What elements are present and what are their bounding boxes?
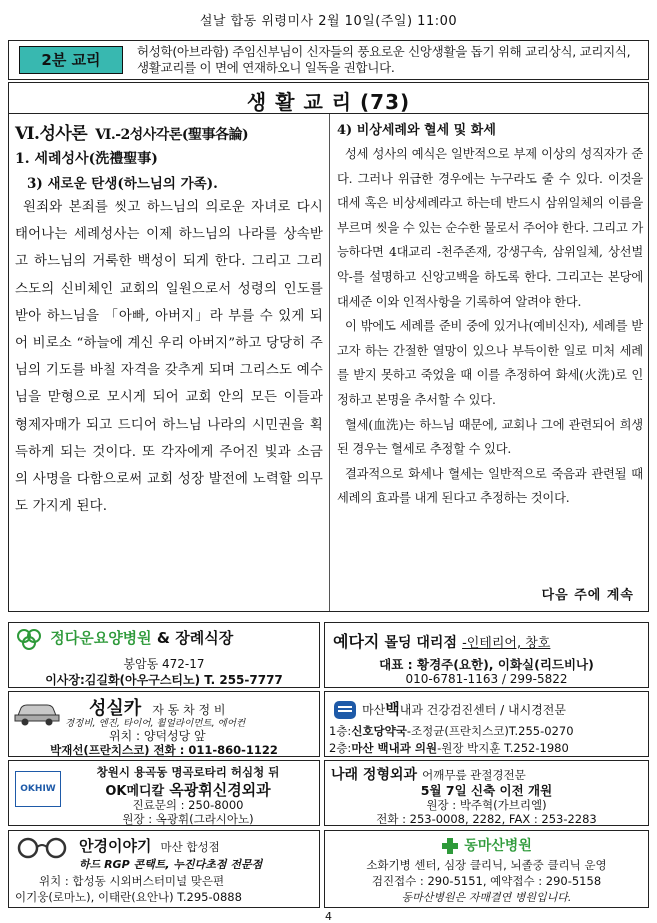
ad-dongmasan-hospital (324, 830, 649, 908)
clover-logo-icon (15, 628, 45, 650)
ad-ok-medical (8, 760, 320, 826)
ad-partner-note: 동마산병원은 자매결연 병원입니다. (401, 891, 572, 904)
ad-contact: 이기웅(로마노), 이태란(요안나) T.295-0888 (15, 890, 242, 904)
ad-sungsil-car (8, 691, 320, 757)
ad-tagline: 어깨무릎 관절경전문 (422, 768, 526, 782)
intro-text: 허성학(아브라함) 주임신부님이 신자들의 풍요로운 신앙생활을 돕기 위해 교리상식, 교리지식, 생활교리를 이 면에 연재하오니 일독을 권합니다. (137, 44, 631, 75)
subheading-emergency-baptism: 4) 비상세례와 혈세 및 화세 (337, 123, 496, 138)
floor-2-label: 2층: (329, 741, 352, 755)
ad-yedaji (324, 622, 649, 688)
ad-phone: 전화 : 253-0008, 2282, FAX : 253-2283 (376, 812, 597, 826)
ad-name-2: 몰딩 대리점 (384, 635, 457, 651)
ad-name: 성실카 (89, 698, 142, 719)
ad-name: 예다지 (333, 632, 380, 651)
subheading-baptism: 1. 세례성사(洗禮聖事) (15, 151, 158, 167)
intro-box (8, 40, 649, 80)
ad-services: 경정비, 엔진, 타이어, 휠얼라이먼트, 에어컨 (65, 718, 246, 729)
ad-title-row (333, 698, 566, 720)
ad-director: 원장 : 박주혁(가브리엘) (426, 798, 547, 812)
right-column (337, 119, 643, 511)
ad-title-row (79, 835, 220, 856)
section-title: Ⅵ.성사론 (15, 124, 88, 144)
ad-name: 정다운요양병원 (50, 629, 152, 647)
ad-jungdaun-hospital (8, 622, 320, 688)
page-number: 4 (325, 910, 332, 923)
ad-floor-1 (329, 723, 574, 739)
right-paragraph-2: 이 밖에도 세례를 준비 중에 있거나(예비신자), 세례를 받고자 하는 간절한 열망이 있으나 부득이한 일로 미처 세례를 받지 못하고 죽었을 때 이를 추정하여 화세(火洗)로 인정하고 본명을 추서할 수 있다. (337, 319, 643, 407)
ad-name-prefix: 마산 (362, 703, 386, 717)
article-title: 생 활 교 리 (73) (246, 90, 411, 114)
ad-services: 소화기병 센터, 심장 클리닉, 뇌졸중 클리닉 운영 (366, 858, 607, 872)
floor-1-label: 1층: (329, 724, 352, 738)
ad-ampersand: & (156, 629, 170, 647)
right-paragraph-4: 결과적으로 화세나 혈세는 일반적으로 죽음과 관련될 때 세례의 효과를 내게 된다고 추정하는 것이다. (337, 466, 643, 506)
ad-products: 하드 RGP 콘택트, 누진다초점 전문점 (79, 858, 263, 871)
ad-floor-2 (329, 740, 569, 756)
ad-name-suffix: 내과 건강검진센터 / 내시경전문 (399, 703, 566, 717)
floor-1-info: -조정균(프란치스코)T.255-0270 (406, 724, 574, 738)
ad-location: 위치 : 양덕성당 앞 (109, 729, 206, 743)
ad-glasses-story (8, 830, 320, 908)
clinic-logo-icon (333, 700, 357, 720)
floor-1-name: 신호당약국 (351, 724, 407, 738)
ad-branch: 마산 합성점 (160, 840, 220, 854)
column-divider (329, 114, 330, 611)
ad-representative: 대표 : 황경주(요한), 이화실(리드비나) (379, 657, 594, 672)
floor-2-info: -원장 박지훈 T.252-1980 (437, 741, 569, 755)
ad-name: 안경이야기 (79, 837, 152, 855)
right-paragraph-3: 혈세(血洗)는 하느님 때문에, 교회나 그에 관련되어 희생된 경우는 혈세로 추정할 수 있다. (337, 417, 643, 457)
right-paragraph-1: 성세 성사의 예식은 일반적으로 부제 이상의 성직자가 준다. 그러나 위급한 경우에는 누구라도 줄 수 있다. 이것을 대세 혹은 비상세례라고 하는데 반드시 삼위일체의 이름을 부르며 씻을 수 있는 순수한 물로서 주어야 한다. 그리고 가능하다면 4대교리 -천주존재, 강생구속, 삼위일체, 상선벌악-를 설명하고 신앙고백을 하도록 한다. 그리고는 본당에 대세준 이와 인적사항을 기록하여 알려야 한다. (337, 147, 643, 309)
section-heading (15, 119, 323, 144)
subheading-new-birth: 3) 새로운 탄생(하느님의 가족). (27, 176, 218, 192)
article-box (8, 82, 649, 612)
left-column (15, 119, 323, 520)
ad-name: 백 (385, 700, 400, 718)
ad-location: 위치 : 합성동 시외버스터미널 맞은편 (39, 874, 225, 888)
ad-type: 자 동 차 정 비 (152, 703, 226, 717)
ad-news: 5월 7일 신축 이전 개원 (420, 783, 553, 798)
ad-phones: 검진접수 : 290-5151, 예약접수 : 290-5158 (371, 874, 602, 888)
floor-2-name: 마산 백내과 의원 (351, 741, 438, 755)
ad-name-prefix: OK메디칼 (105, 784, 165, 799)
ad-title-row (333, 629, 550, 652)
ad-contact: 박재선(프란치스코) 전화 : 011-860-1122 (50, 743, 278, 757)
ad-phone: 010-6781-1163 / 299-5822 (405, 672, 568, 686)
ad-title-row (15, 627, 233, 650)
cross-logo-icon (441, 837, 459, 855)
page-header: 설날 합동 위령미사 2월 10일(주일) 11:00 (199, 14, 458, 29)
glasses-icon (15, 837, 69, 859)
ad-name: 옥광휘신경외과 (169, 781, 271, 799)
ad-subname: 장례식장 (175, 629, 234, 647)
ad-inquiry: 진료문의 : 250-8000 (132, 798, 244, 812)
ad-name: 동마산병원 (464, 838, 532, 854)
ad-name: 나래 정형외과 (331, 767, 418, 783)
continued-next-week: 다음 주에 계속 (541, 588, 634, 603)
section-subtitle: Ⅵ.-2성사각론(聖事各論) (95, 127, 249, 143)
car-icon (13, 698, 61, 726)
ad-contact: 이사장:김길화(아우구스티노) T. 255-7777 (45, 673, 283, 687)
ad-tagline: -인테리어, 창호 (462, 636, 551, 651)
intro-tag: 2분 교리 (19, 46, 123, 74)
ad-narae-orthopedics (324, 760, 649, 826)
left-body-text: 원죄와 본죄를 씻고 하느님의 의로운 자녀로 다시 태어나는 세례성사는 이제 하느님의 나라를 상속받고 하느님의 거룩한 백성이 되게 한다. 그리고 그리스도의 신비체인 교회의 일원으로서 성령의 인도를 받아 하느님을 「아빠, 아버지」라 부를 수 있게 되어 비로소 “하늘에 계신 우리 아버지”하고 당당히 주님의 기도를 바칠 자격을 갖추게 되며 그리스도 예수님을 맏형으로 모시게 되어 교회 안의 모든 이들과 형제자매가 되고 드디어 하느님 나라의 시민권을 획득하게 되는 것이다. 또 각자에게 주어진 빛과 소금의 사명을 다함으로써 교회 성장 발전에 노력할 의무도 가지게 된다. (15, 200, 323, 515)
ad-address: 봉암동 472-17 (123, 657, 205, 671)
okhiw-logo-icon: OKHIW (15, 771, 61, 807)
ad-masan-baek-clinic (324, 691, 649, 757)
ad-location-top: 창원시 용곡동 명곡로타리 허심청 뒤 (96, 765, 280, 779)
ad-title-row (325, 835, 648, 855)
ad-director: 원장 : 옥광휘(그라시아노) (122, 812, 254, 826)
